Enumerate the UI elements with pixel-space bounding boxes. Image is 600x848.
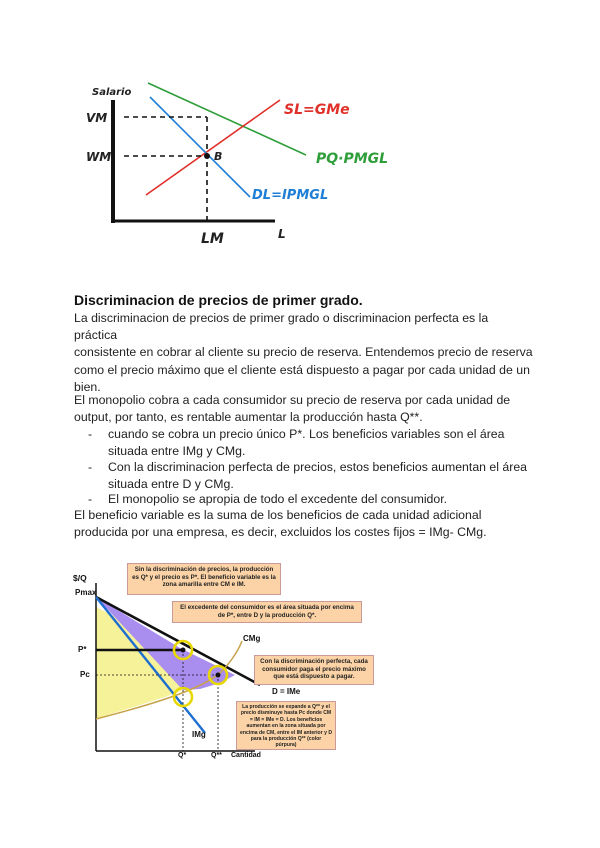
g2-cmg-label: CMg (243, 634, 261, 643)
bullet-text: cuando se cobra un precio único P*. Los beneficios variables son el área (108, 427, 505, 441)
bullet-text: El monopolio se apropia de todo el excedente del consumidor. (108, 492, 448, 506)
text-line: El beneficio variable es la suma de los beneficios de cada unidad adicional (74, 508, 482, 522)
g2-pstar-label: P* (78, 645, 87, 654)
bullet-marker: - (88, 427, 93, 441)
paragraph-2 (74, 392, 534, 426)
note-box: Sin la discriminación de precios, la producción es Q* y el precio es P*. El beneficio variable es la zona amarilla entre CM e IM. (127, 563, 281, 595)
graph-monopsony (80, 75, 400, 265)
paragraph-3 (74, 507, 534, 541)
bullet-text: situada entre IMg y CMg. (108, 444, 246, 459)
bullet-item (88, 491, 528, 508)
text-line: output, por tanto, es rentable aumentar la producción hasta Q**. (74, 410, 423, 425)
g1-demand-label: DL=IPMGL (252, 188, 329, 203)
g2-pc-label: Pc (80, 670, 90, 679)
point-pc (216, 673, 221, 678)
bullet-text: situada entre D y CMg. (108, 477, 234, 492)
g2-x-axis-label: Cantidad (231, 752, 261, 759)
g2-qstarstar-label: Q** (211, 752, 222, 759)
text-line: El monopolio cobra a cada consumidor su precio de reserva por cada unidad de (74, 393, 511, 407)
bullet-item (88, 459, 528, 493)
text-line: como el precio máximo que el cliente está dispuesto a pagar por cada unidad de un (74, 362, 530, 377)
bullet-marker: - (88, 460, 93, 474)
bullet-text: Con la discriminacion perfecta de precios, estos beneficios aumentan el área (108, 460, 528, 474)
note-box: El excedente del consumidor es el área situada por encima de P*, entre D y la producción Q*. (172, 601, 362, 623)
g2-d-label: D = IMe (272, 687, 301, 696)
text-line: La discriminacion de precios de primer grado o discriminacion perfecta es la práctica (74, 311, 489, 343)
g1-pq-label: PQ·PMGL (316, 151, 389, 167)
g2-pmax-label: Pmax (75, 588, 97, 597)
text-line: consistente en cobrar al cliente su precio de reserva. Entendemos precio de reserva (74, 345, 533, 360)
g1-wm-label: WM (86, 150, 112, 164)
g2-qstar-label: Q* (178, 752, 187, 759)
text-line: bien. (74, 379, 101, 394)
g1-y-axis-label: Salario (92, 87, 132, 98)
paragraph-1 (74, 310, 534, 396)
bullet-item (88, 426, 528, 460)
note-box: Con la discriminación perfecta, cada consumidor paga el precio máximo que está dispuesto a pagar. (254, 655, 374, 685)
g1-supply-label: SL=GMe (284, 102, 350, 118)
point-b (204, 153, 210, 159)
g2-y-axis-label: $/Q (73, 573, 87, 583)
g1-point-label: B (214, 150, 223, 163)
text-line: producida por una empresa, es decir, excluidos los costes fijos = IMg- CMg. (74, 525, 487, 540)
note-box: La producción se expande a Q** y el precio disminuye hasta Pc donde CM = IM = IMe = D. Los beneficios aumentan en la zona situada por encima de CM, entre el IM anterior y D para la producción Q** (color púrpura) (236, 701, 336, 750)
supply-line (146, 100, 280, 195)
point-pstar (181, 648, 186, 653)
bullet-marker: - (88, 492, 93, 506)
section-title: Discriminacion de precios de primer grado. (74, 292, 363, 308)
g1-lm-label: LM (201, 231, 224, 247)
g2-img-label: IMg (192, 730, 206, 739)
g1-vm-label: VM (86, 111, 108, 125)
g1-x-axis-label: L (278, 227, 286, 241)
